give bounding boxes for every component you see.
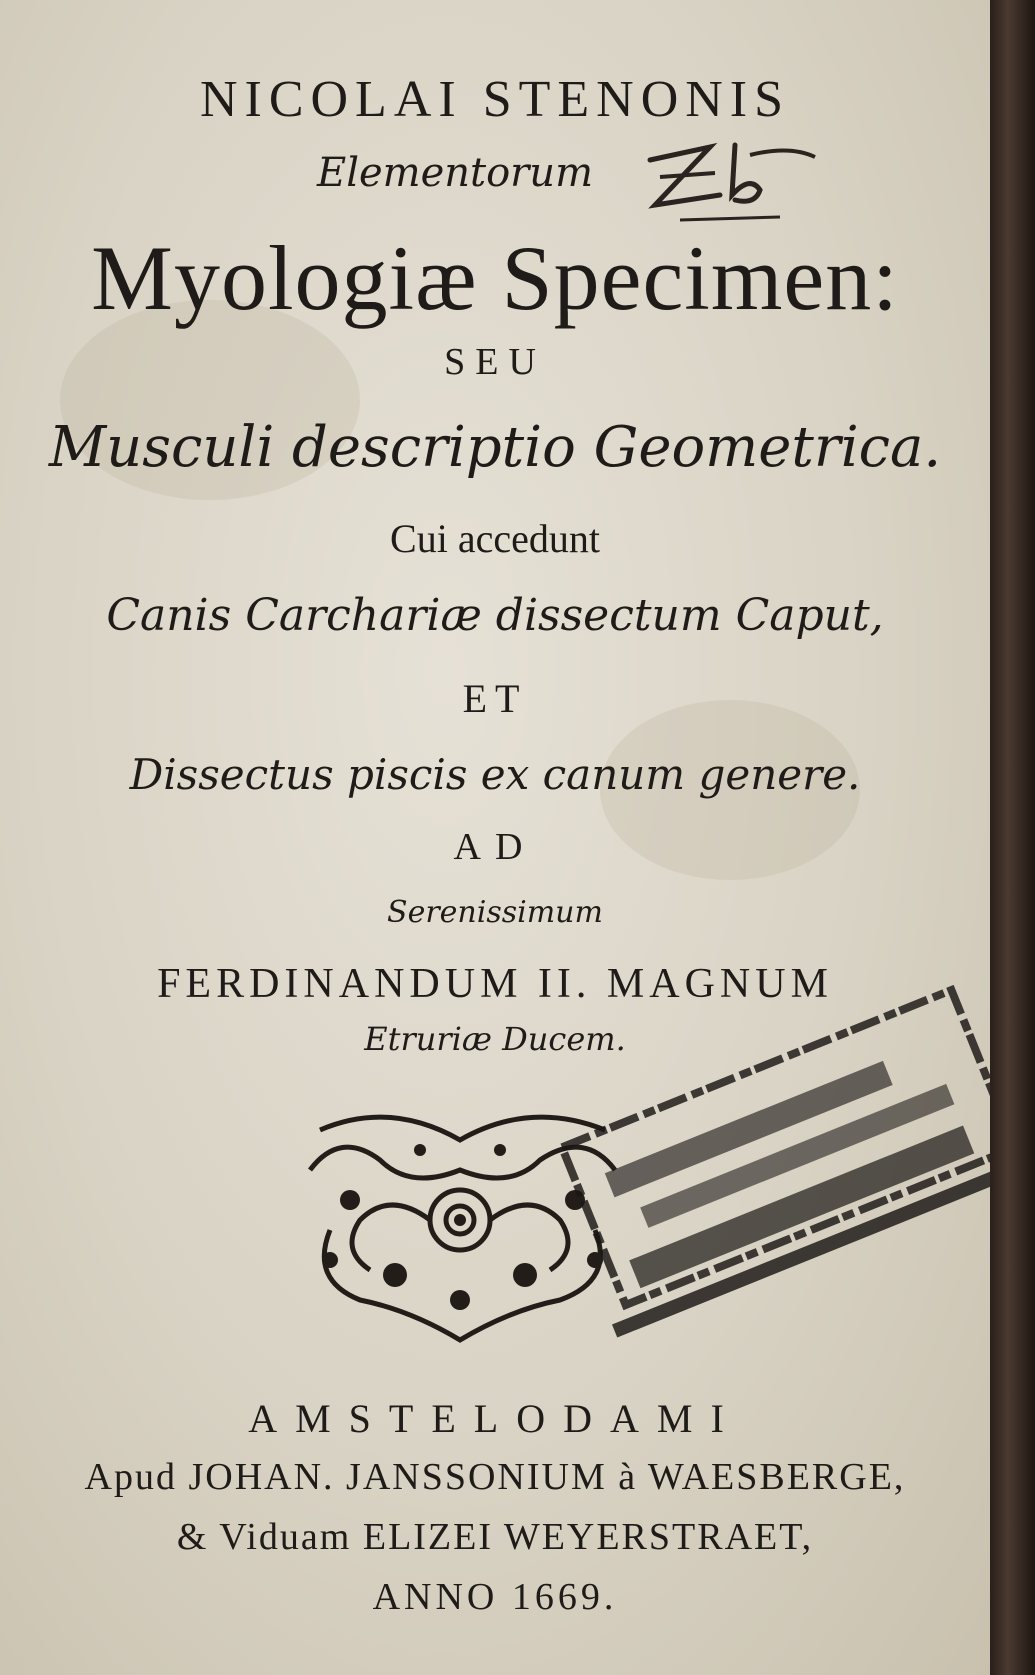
dissectus-line: Dissectus piscis ex canum genere. bbox=[129, 750, 861, 799]
elementorum-line: Elementorum bbox=[317, 150, 593, 196]
book-binding-edge bbox=[990, 0, 1035, 1675]
etruriae-line: Etruriæ Ducem. bbox=[364, 1020, 626, 1058]
handwritten-mark-icon bbox=[640, 135, 840, 230]
publisher-line-1: Apud JOHAN. JANSSONIUM à WAESBERGE, bbox=[84, 1456, 906, 1498]
seu-line: SEU bbox=[444, 341, 546, 383]
publisher-line-2: & Viduam ELIZEI WEYERSTRAET, bbox=[176, 1516, 814, 1558]
canis-line: Canis Carchariæ dissectum Caput, bbox=[106, 590, 884, 641]
subtitle-line: Musculi descriptio Geometrica. bbox=[48, 415, 942, 480]
city-line: AMSTELODAMI bbox=[248, 1396, 742, 1441]
library-stamp-icon bbox=[540, 960, 990, 1350]
ad-line: AD bbox=[453, 826, 537, 868]
imprint-year: ANNO 1669. bbox=[372, 1576, 618, 1618]
serenissimum-line: Serenissimum bbox=[387, 895, 603, 930]
cui-accedunt-line: Cui accedunt bbox=[390, 516, 600, 561]
et-line: ET bbox=[462, 676, 528, 721]
main-title: Myologiæ Specimen: bbox=[91, 227, 899, 329]
author-line: NICOLAI STENONIS bbox=[199, 71, 791, 128]
dedicatee-line: FERDINANDUM II. MAGNUM bbox=[157, 961, 833, 1007]
